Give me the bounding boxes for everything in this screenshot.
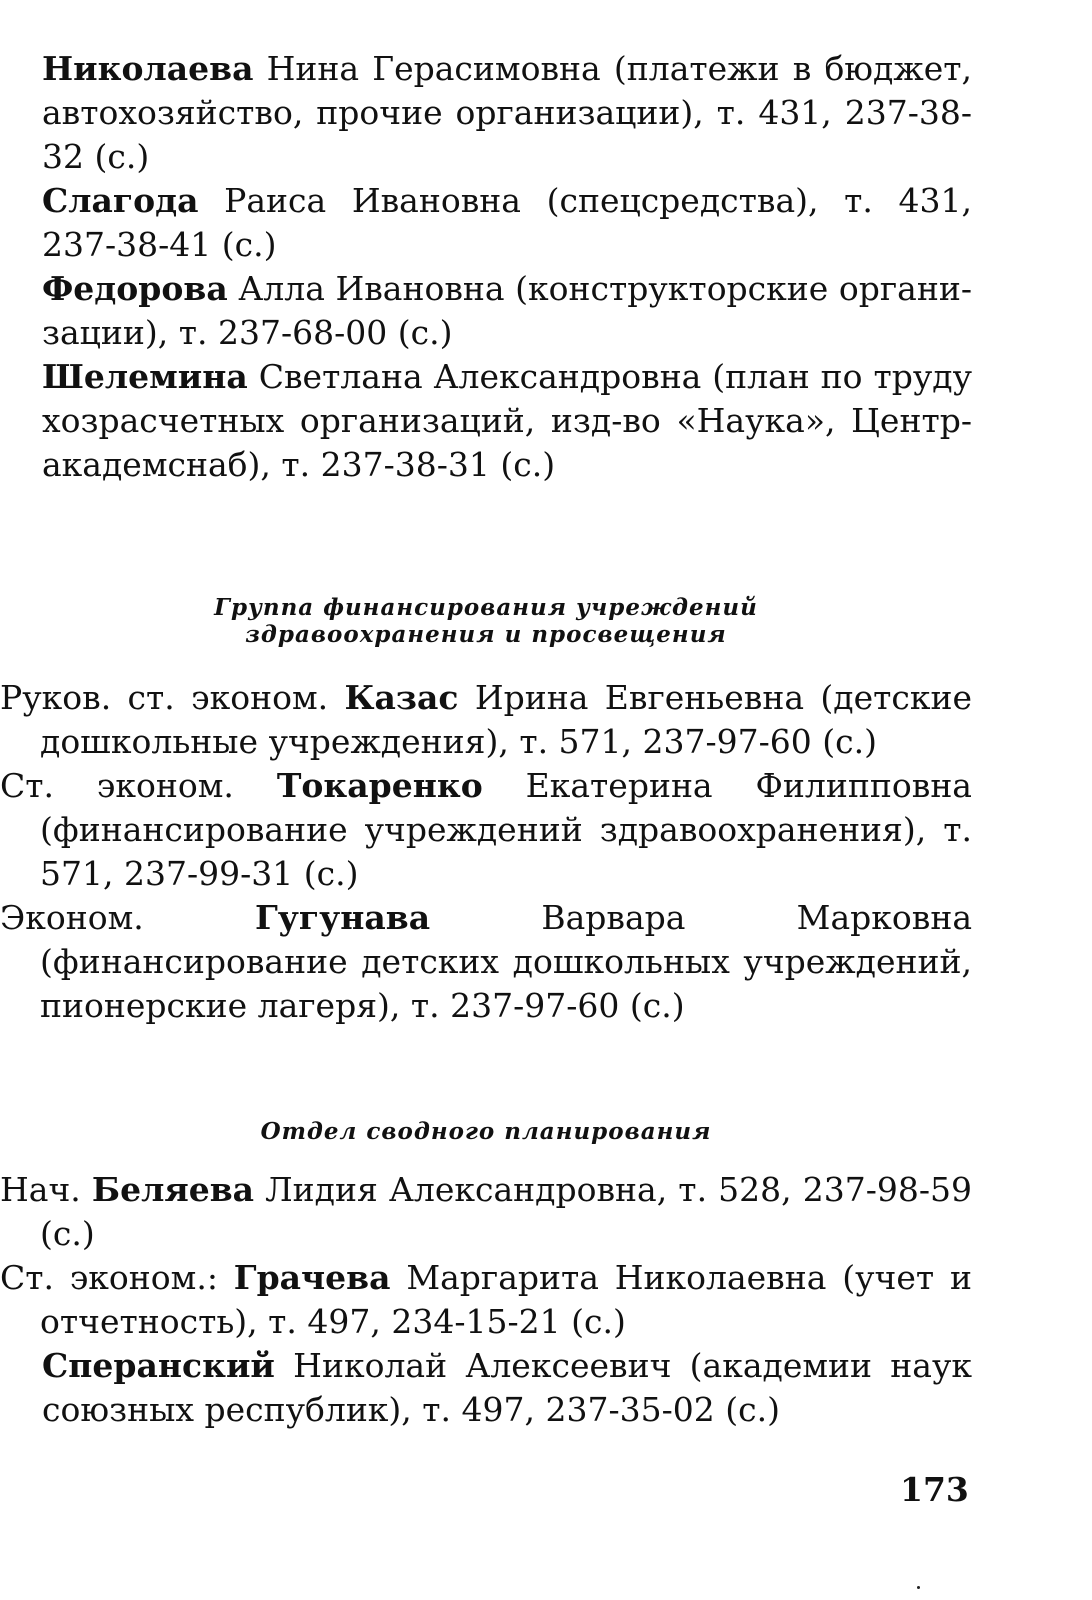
entry-details: Ирина Евгеньевна (детские дошкольные учреждения), т. 571, 237-97-60 (с.) — [40, 678, 972, 761]
entry-surname: Сперанский — [42, 1346, 275, 1385]
entry-surname: Беляева — [91, 1170, 255, 1209]
entry-details: Нина Герасимовна (платежи в бюджет, автохозяйство, прочие организации), т. 431, 237-38-32 (с.) — [42, 49, 972, 176]
entry-details: Николай Алексеевич (академии наук союзных республик), т. 497, 237-35-02 (с.) — [42, 1346, 972, 1429]
entry-tokarenko — [0, 764, 972, 896]
entry-speransky — [42, 1344, 972, 1432]
section-heading-planning — [0, 1118, 972, 1145]
entry-gugunava — [0, 896, 972, 1028]
entry-details: Екатерина Филипповна (финансирование учреждений здравоохранения), т. 571, 237-99-31 (с.) — [40, 766, 972, 893]
entry-surname: Слагода — [42, 181, 199, 220]
entry-surname: Николаева — [42, 49, 254, 88]
entry-position: Эконом. — [0, 898, 255, 937]
entry-position: Ст. эконом. — [0, 766, 277, 805]
section-heading-health — [0, 594, 972, 648]
entry-surname: Федорова — [42, 269, 228, 308]
heading-line: здравоохранения и просвещения — [245, 621, 727, 648]
entry-shelemina — [42, 355, 972, 487]
entry-fedorova — [42, 267, 972, 355]
heading-line: Отдел сводного планирования — [260, 1118, 712, 1145]
entry-position: Ст. эконом.: — [0, 1258, 234, 1297]
entry-details: Лидия Александровна, т. 528, 237-98-59 (с.) — [40, 1170, 973, 1253]
planning-entries — [0, 1168, 1092, 1432]
entry-surname: Шелемина — [42, 357, 248, 396]
entry-slagoda — [42, 179, 972, 267]
entry-surname: Грачева — [233, 1258, 391, 1297]
entry-details: Варвара Марковна (финансирование детских дошкольных учреждений, пионерские лагеря), т. 237-97-60 (с.) — [40, 898, 972, 1025]
entry-surname: Казас — [344, 678, 459, 717]
print-speck — [917, 1586, 920, 1589]
entry-gracheva — [0, 1256, 972, 1344]
entry-details: Светлана Александровна (план по труду хозрасчетных организаций, изд-во «Наука», Центракадемснаб), т. 237-38-31 (с.) — [42, 357, 972, 484]
entry-belyaeva — [0, 1168, 972, 1256]
entry-details: Алла Ивановна (конструкторские организации), т. 237-68-00 (с.) — [42, 269, 972, 352]
entry-kazas — [0, 676, 972, 764]
entry-surname: Токаренко — [276, 766, 483, 805]
page-number: 173 — [900, 1470, 969, 1509]
entry-position: Нач. — [0, 1170, 92, 1209]
entry-nikolaeva — [42, 47, 972, 179]
top-entries — [0, 47, 1092, 487]
entry-position: Руков. ст. эконом. — [0, 678, 345, 717]
health-entries — [0, 676, 1092, 1028]
entry-details: Маргарита Николаевна (учет и отчетность), т. 497, 234-15-21 (с.) — [40, 1258, 972, 1341]
entry-details: Раиса Ивановна (спецсредства), т. 431, 237-38-41 (с.) — [42, 181, 972, 264]
entry-surname: Гугунава — [255, 898, 431, 937]
heading-line: Группа финансирования учреждений — [214, 594, 758, 621]
